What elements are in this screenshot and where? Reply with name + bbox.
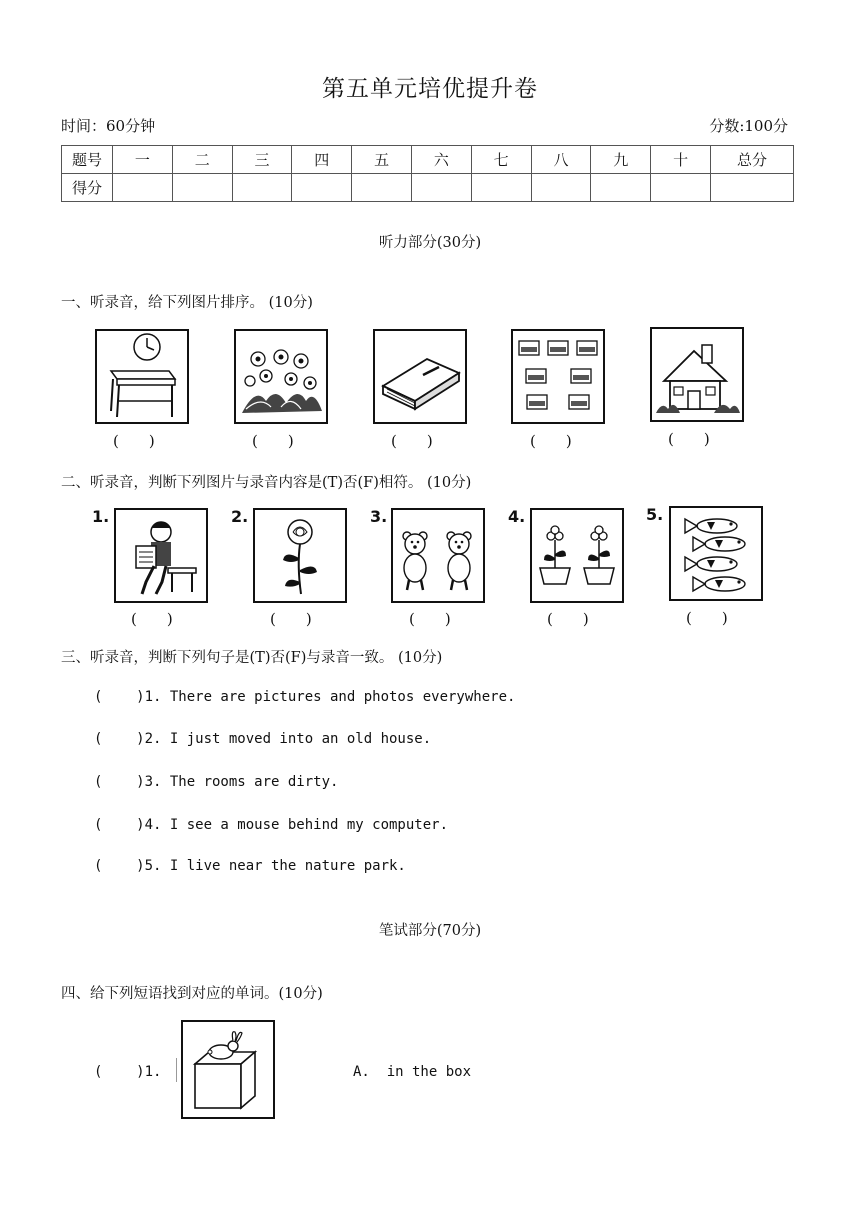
score-cell[interactable] [411,174,471,202]
score-cell[interactable] [232,174,292,202]
score-header-cell: 十 [651,146,711,174]
writing-heading: 笔试部分(70分) [378,923,482,939]
answer-paren-s1-4[interactable]: ( ) [530,432,572,450]
picture-flowers [234,329,328,424]
s3-sentence[interactable]: ( )5. I live near the nature park. [94,858,406,874]
score-cell[interactable] [172,174,232,202]
score-table [61,145,794,202]
picture-table-with-clock [95,329,189,424]
score-header-cell: 七 [471,146,531,174]
s2-item-number: 2. [231,507,249,526]
s2-item-number: 5. [646,505,664,524]
score-cell[interactable] [352,174,412,202]
score-header-cell: 六 [411,146,471,174]
section1-title: 一、听录音，给下列图片排序。 (10分) [61,295,313,311]
score-cell[interactable] [531,174,591,202]
picture-rabbit-on-box [181,1020,275,1119]
answer-paren-s1-2[interactable]: ( ) [252,432,294,450]
section2-title: 二、听录音，判断下列图片与录音内容是(T)否(F)相符。 (10分) [61,475,472,491]
answer-paren-s2-4[interactable]: ( ) [547,610,589,628]
score-cell[interactable] [292,174,352,202]
score-table-score-row [62,174,794,202]
s4-option-a: A. in the box [353,1064,472,1080]
answer-paren-s2-2[interactable]: ( ) [270,610,312,628]
score-table-header-row [62,146,794,174]
score-header-cell: 五 [352,146,412,174]
score-cell[interactable] [471,174,531,202]
page-title: 第五单元培优提升卷 [322,76,538,102]
s2-item-number: 1. [92,507,110,526]
score-cell[interactable] [113,174,173,202]
score-header-cell: 四 [292,146,352,174]
s2-item-number: 4. [508,507,526,526]
score-header-cell: 总分 [711,146,794,174]
score-header-cell: 题号 [62,146,113,174]
answer-paren-s2-1[interactable]: ( ) [131,610,173,628]
time-label: 时间：60分钟 [61,117,156,135]
score-header-cell: 二 [172,146,232,174]
listening-heading: 听力部分(30分) [378,235,482,251]
s2-item-number: 3. [370,507,388,526]
score-cell[interactable] [651,174,711,202]
s3-sentence[interactable]: ( )3. The rooms are dirty. [94,774,339,790]
picture-pictures-on-wall [511,329,605,424]
answer-paren-s1-1[interactable]: ( ) [113,432,155,450]
divider [176,1058,177,1082]
picture-potted-plants [530,508,624,603]
picture-two-bears [391,508,485,603]
picture-fish [669,506,763,601]
score-cell[interactable] [711,174,794,202]
score-header-cell: 八 [531,146,591,174]
answer-paren-s2-3[interactable]: ( ) [409,610,451,628]
answer-paren-s1-3[interactable]: ( ) [391,432,433,450]
s3-sentence[interactable]: ( )1. There are pictures and photos everywhere. [94,689,516,705]
picture-rose [253,508,347,603]
section3-title: 三、听录音，判断下列句子是(T)否(F)与录音一致。 (10分) [61,650,443,666]
score-row-label: 得分 [62,174,113,202]
score-label: 分数:100分 [709,117,788,135]
s3-sentence[interactable]: ( )2. I just moved into an old house. [94,731,432,747]
answer-paren-s2-5[interactable]: ( ) [686,609,728,627]
picture-boy-reading [114,508,208,603]
section4-title: 四、给下列短语找到对应的单词。(10分) [61,986,323,1002]
answer-paren-s1-5[interactable]: ( ) [668,430,710,448]
score-header-cell: 三 [232,146,292,174]
s3-sentence[interactable]: ( )4. I see a mouse behind my computer. [94,817,449,833]
score-cell[interactable] [591,174,651,202]
picture-book [373,329,467,424]
score-header-cell: 一 [113,146,173,174]
s4-item-label[interactable]: ( )1. [94,1064,162,1080]
score-header-cell: 九 [591,146,651,174]
picture-house [650,327,744,422]
